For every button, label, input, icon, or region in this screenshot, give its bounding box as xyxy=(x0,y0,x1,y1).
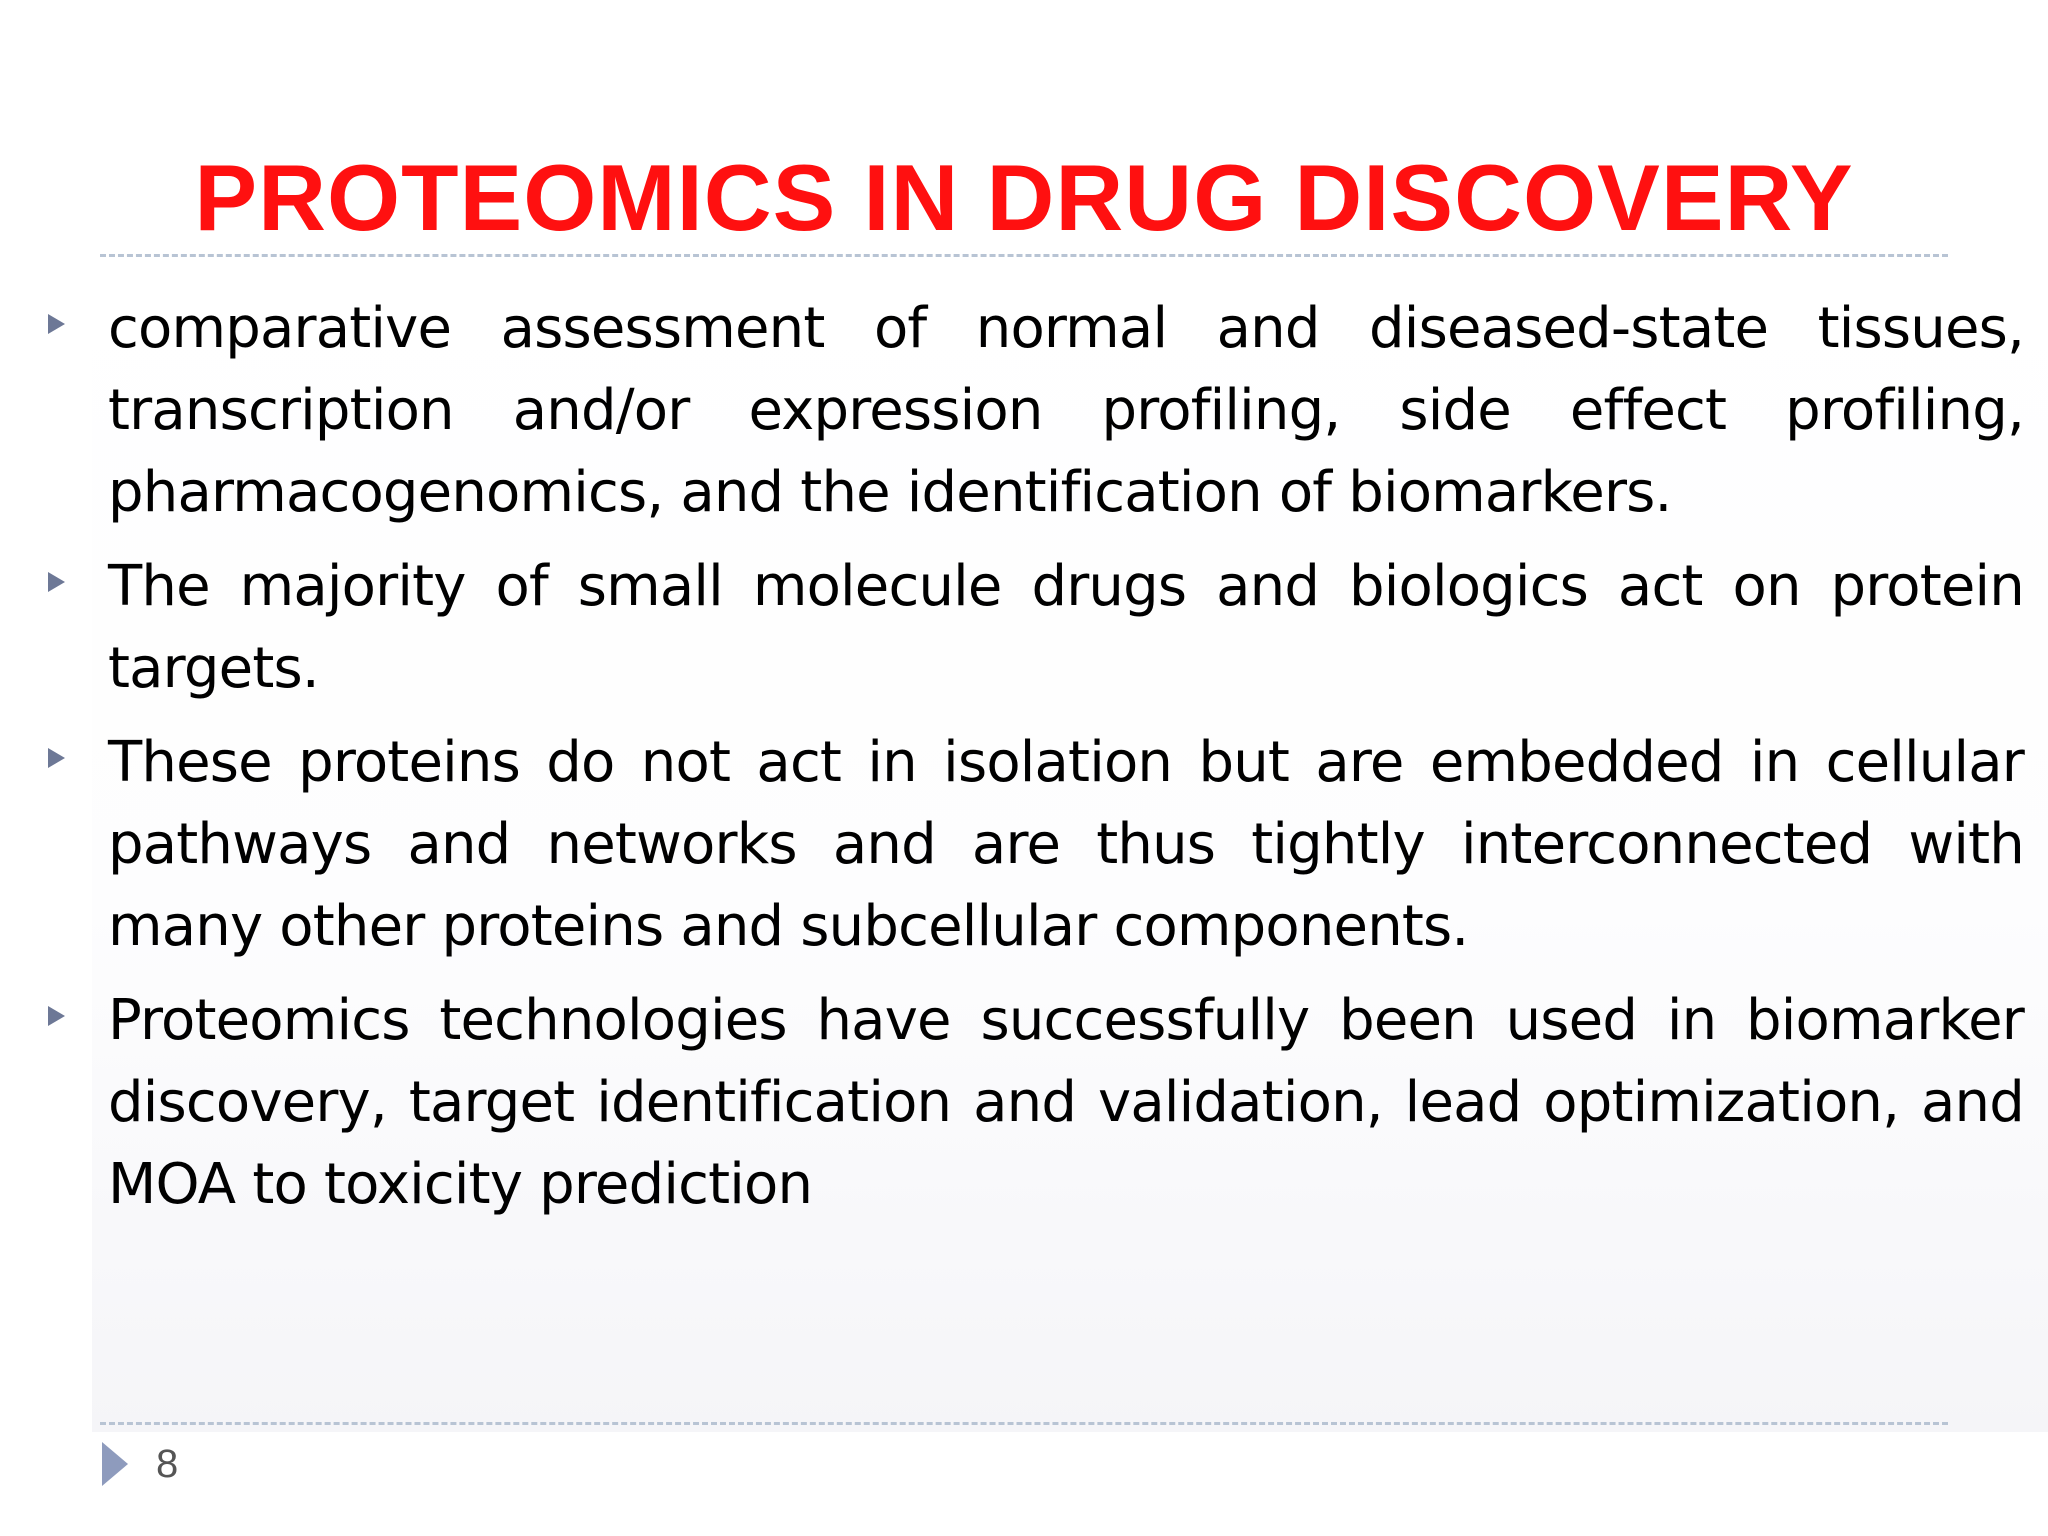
triangle-bullet-icon xyxy=(48,572,65,592)
bullet-text: comparative assessment of normal and diseased-state tissues, transcription and/or expression profiling, side effect profiling, pharmacogenomics, and the identification of biomarkers. xyxy=(108,296,2024,525)
page-number: 8 xyxy=(156,1442,179,1486)
title-divider xyxy=(100,254,1948,257)
bullet-text: These proteins do not act in isolation but are embedded in cellular pathways and networks and are thus tightly interconnected with many other proteins and subcellular components. xyxy=(108,730,2024,959)
triangle-bullet-icon xyxy=(48,748,65,768)
bullet-item xyxy=(0,288,2048,534)
triangle-bullet-icon xyxy=(48,1006,65,1026)
triangle-footer-icon xyxy=(102,1442,128,1486)
triangle-bullet-icon xyxy=(48,314,65,334)
bullet-list xyxy=(0,288,2048,1238)
bullet-text: The majority of small molecule drugs and biologics act on protein targets. xyxy=(108,554,2024,701)
bullet-item xyxy=(0,980,2048,1226)
bullet-item xyxy=(0,722,2048,968)
footer-divider xyxy=(100,1422,1948,1425)
slide-title: PROTEOMICS IN DRUG DISCOVERY xyxy=(194,145,1854,250)
bullet-item xyxy=(0,546,2048,710)
bullet-text: Proteomics technologies have successfully been used in biomarker discovery, target identification and validation, lead optimization, and MOA to toxicity prediction xyxy=(108,988,2024,1217)
